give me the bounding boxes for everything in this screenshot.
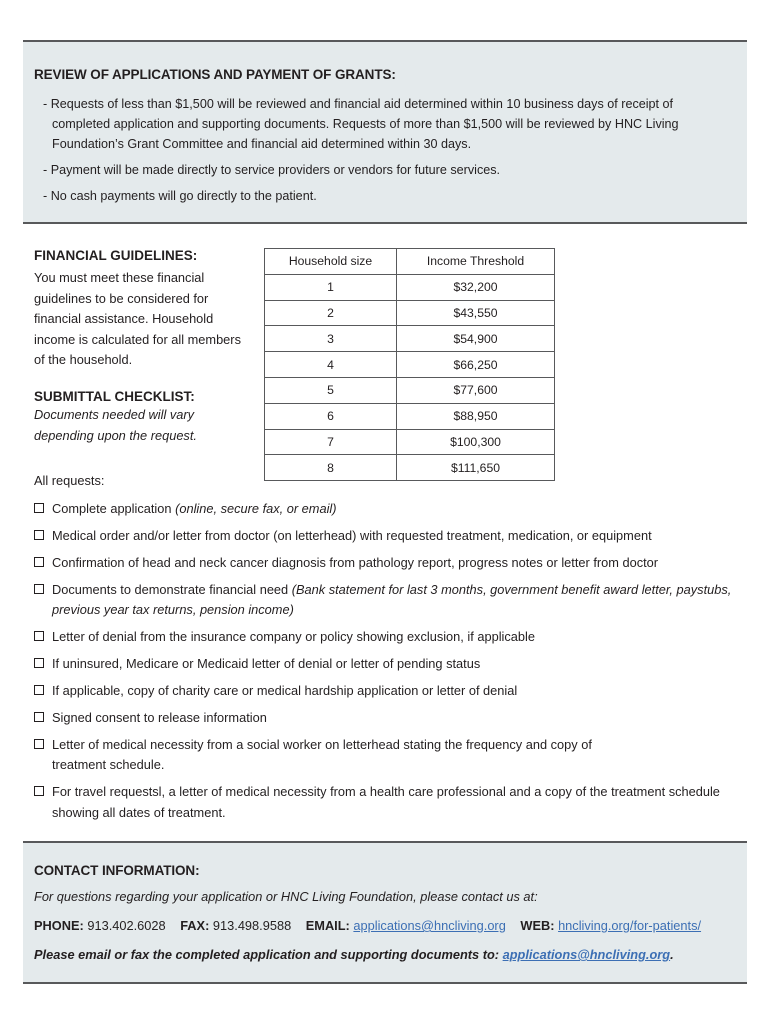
checklist-item — [34, 708, 744, 729]
checkbox[interactable] — [34, 584, 44, 594]
checklist-item-text: Complete application — [52, 501, 176, 516]
column-header-household-size: Household size — [265, 249, 397, 275]
checkbox[interactable] — [34, 658, 44, 668]
income-threshold-cell: $88,950 — [397, 403, 555, 429]
household-size-cell: 3 — [265, 326, 397, 352]
checklist-item-text: Confirmation of head and neck cancer diagnosis from pathology report, progress notes or letter from doctor — [52, 554, 659, 570]
review-list — [43, 94, 693, 212]
all-requests-label: All requests: — [34, 473, 105, 488]
submit-instructions — [34, 947, 674, 962]
guidelines-column — [34, 248, 254, 446]
income-threshold-cell: $43,550 — [397, 300, 555, 326]
review-item: - Payment will be made directly to service providers or vendors for future services. — [43, 163, 501, 177]
web-link[interactable]: hncliving.org/for-patients/ — [558, 918, 702, 933]
contact-title: CONTACT INFORMATION: — [34, 863, 200, 878]
checklist-title: SUBMITTAL CHECKLIST: — [34, 388, 195, 404]
checklist-item — [34, 735, 744, 776]
checklist-item-text: Letter of medical necessity from a social worker on letterhead stating the frequency and copy of treatment schedule. — [52, 736, 592, 773]
table-row — [265, 455, 555, 481]
household-size-cell: 2 — [265, 300, 397, 326]
household-size-cell: 1 — [265, 274, 397, 300]
checklist-item-text: For travel requestsl, a letter of medical necessity from a health care professional and a copy of the treatment schedule showing all dates of treatment. — [52, 784, 720, 820]
fax-label: FAX: — [180, 918, 210, 933]
table-row — [265, 300, 555, 326]
checklist-item — [34, 681, 744, 702]
checkbox[interactable] — [34, 712, 44, 722]
income-threshold-cell: $111,650 — [397, 455, 555, 481]
checklist-item-text: Medical order and/or letter from doctor (on letterhead) with requested treatment, medication, or equipment — [52, 527, 652, 543]
email-label: EMAIL: — [305, 918, 350, 933]
checkbox[interactable] — [34, 739, 44, 749]
review-item: - No cash payments will go directly to the patient. — [43, 189, 317, 203]
income-threshold-cell: $66,250 — [397, 352, 555, 378]
table-row — [265, 377, 555, 403]
web-label: WEB: — [520, 918, 555, 933]
checklist-item — [34, 499, 744, 520]
checkbox[interactable] — [34, 503, 44, 513]
checklist-item-text: Documents to demonstrate financial need — [52, 581, 292, 597]
submit-email-link[interactable]: applications@hncliving.org — [502, 947, 671, 962]
income-threshold-cell: $54,900 — [397, 326, 555, 352]
table-row — [265, 326, 555, 352]
fax-number: 913.498.9588 — [212, 918, 292, 933]
table-header-row — [265, 249, 555, 275]
checklist-item-text: Letter of denial from the insurance company or policy showing exclusion, if applicable — [52, 629, 535, 645]
table-row — [265, 403, 555, 429]
review-item: - Requests of less than $1,500 will be reviewed and financial aid determined within 10 business days of receipt of completed application and supporting documents. Requests of more than $1,500 will be reviewed by HNC Living Foundation’s Grant Committee and financial aid determined within 30 days. — [43, 97, 679, 151]
table-row — [265, 429, 555, 455]
checklist-item — [34, 782, 744, 823]
checklist-item-text: If applicable, copy of charity care or medical hardship application or letter of denial — [52, 682, 518, 698]
contact-intro: For questions regarding your application or HNC Living Foundation, please contact us at: — [34, 889, 538, 904]
guidelines-title: FINANCIAL GUIDELINES: — [34, 248, 198, 263]
review-panel — [23, 40, 747, 224]
submit-text: Please email or fax the completed application and supporting documents to: — [34, 947, 503, 962]
submittal-checklist — [34, 499, 744, 829]
phone-label: PHONE: — [34, 918, 84, 933]
phone-number: 913.402.6028 — [87, 918, 166, 933]
household-size-cell: 8 — [265, 455, 397, 481]
guidelines-body: You must meet these financial guidelines to be considered for financial assistance. Household income is calculated for all members of the household. — [34, 270, 241, 368]
checklist-item-text: Signed consent to release information — [52, 709, 267, 725]
checkbox[interactable] — [34, 685, 44, 695]
table-row — [265, 274, 555, 300]
checkbox[interactable] — [34, 786, 44, 796]
checklist-item — [34, 526, 744, 547]
income-threshold-cell: $32,200 — [397, 274, 555, 300]
household-size-cell: 7 — [265, 429, 397, 455]
checklist-item — [34, 553, 744, 574]
contact-details — [34, 918, 701, 933]
checklist-subtitle: Documents needed will vary depending upon the request. — [34, 406, 197, 443]
checklist-item — [34, 627, 744, 648]
table-row — [265, 352, 555, 378]
checklist-item — [34, 654, 744, 675]
checklist-item-text: If uninsured, Medicare or Medicaid letter of denial or letter of pending status — [52, 655, 481, 671]
checklist-item-note: (online, secure fax, or email) — [175, 501, 337, 516]
checkbox[interactable] — [34, 530, 44, 540]
income-threshold-cell: $77,600 — [397, 377, 555, 403]
column-header-income-threshold: Income Threshold — [397, 249, 555, 275]
income-threshold-cell: $100,300 — [397, 429, 555, 455]
contact-panel — [23, 841, 747, 984]
household-size-cell: 6 — [265, 403, 397, 429]
checklist-item — [34, 580, 744, 621]
checklist-item-note: (Bank statement for last 3 months, government benefit award letter, paystubs, previous year tax returns, pension income) — [52, 581, 732, 618]
income-threshold-table — [264, 248, 555, 481]
checkbox[interactable] — [34, 557, 44, 567]
email-link[interactable]: applications@hncliving.org — [353, 918, 506, 933]
checkbox[interactable] — [34, 631, 44, 641]
household-size-cell: 4 — [265, 352, 397, 378]
review-title: REVIEW OF APPLICATIONS AND PAYMENT OF GRANTS: — [34, 67, 396, 82]
household-size-cell: 5 — [265, 377, 397, 403]
submit-end: . — [670, 947, 674, 962]
